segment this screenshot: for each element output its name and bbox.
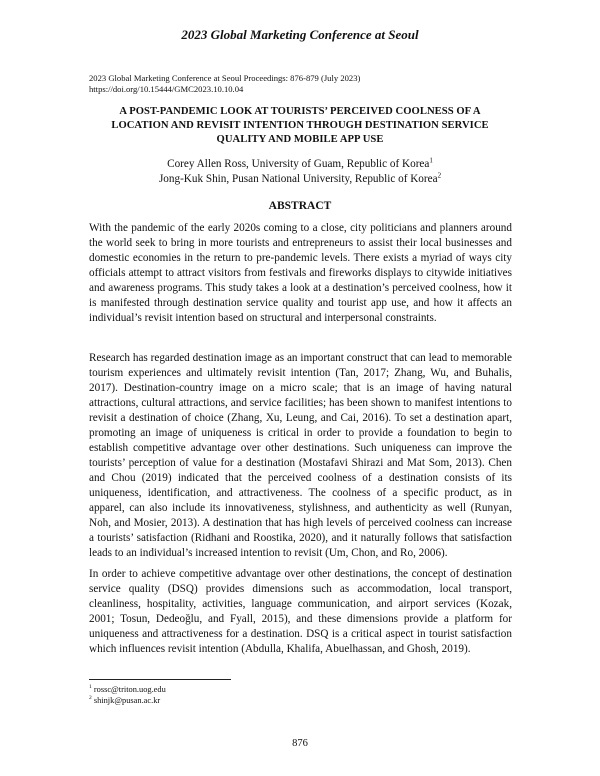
title-line: LOCATION AND REVISIT INTENTION THROUGH DESTINATION SERVICE (111, 120, 489, 132)
page-number: 876 (292, 738, 308, 749)
paper-title (60, 105, 540, 148)
footnote-email[interactable]: shinjk@pusan.ac.kr (93, 696, 161, 705)
abstract-paragraph: With the pandemic of the early 2020s coming to a close, city politicians and planners around the world seek to bring in more tourists and entrepreneurs to assist their local businesses and domestic economies in the return to pre-pandemic levels. There exists a myriad of ways city officials attempt to attract visitors from festivals and fireworks displays to citywide initiatives and awareness programs. This study takes a look at a destination’s perceived coolness, how it is manifested through destination service quality and tourist app use, and how it affects an individual’s revisit intention based on structural and interpersonal constraints. (89, 222, 512, 324)
abstract-heading: ABSTRACT (268, 200, 332, 212)
author-list (60, 157, 540, 187)
author-affiliation: Corey Allen Ross, University of Guam, Republic of Korea (167, 158, 430, 170)
running-header: 2023 Global Marketing Conference at Seoul (181, 27, 419, 42)
proceedings-line: 2023 Global Marketing Conference at Seoul Proceedings: 876-879 (July 2023) (89, 73, 361, 83)
author-line (60, 172, 540, 187)
author-affiliation: Jong-Kuk Shin, Pusan National University, Republic of Korea (158, 173, 438, 185)
footnote-mark: 2 (89, 695, 92, 702)
footnote-mark: 2 (437, 171, 442, 180)
footnote-mark: 1 (429, 156, 433, 165)
abstract-paragraph: In order to achieve competitive advantage over other destinations, the concept of destination service quality (DSQ) provides dimensions such as accommodation, local transport, cleanliness, hospitality, activities, language communication, and airport services (Kozak, 2001; Tosun, Dedeoğlu, and Fyall, 2015), and these dimensions provide a platform for uniqueness and attractiveness for a destination. DSQ is a critical aspect in tourist satisfaction which influences revisit intention (Abdulla, Khalifa, Abuelhassan, and Ghosh, 2019). (89, 568, 512, 655)
author-line (60, 157, 540, 172)
footnotes (89, 684, 166, 706)
footnote-mark: 1 (89, 684, 92, 691)
abstract-paragraph: Research has regarded destination image as an important construct that can lead to memorable tourism experiences and ultimately revisit intention (Tan, 2017; Zhang, Wu, and Buhalis, 2017). Destination-country image on a micro scale; that is an image of having natural attractions, cultural attractions, and service facilities; has been shown to manifest intentions to revisit a destination of choice (Zhang, Xu, Leung, and Cai, 2016). To set a destination apart, promoting an image of uniqueness is critical in order to provide a foundation to begin to establish competitive advantage over other destinations. Such uniqueness can improve the tourists’ perception of value for a destination (Mostafavi Shirazi and Mat Som, 2013). Chen and Chou (2019) indicated that the perceived coolness of a destination consists of its uniqueness, identification, and attractiveness. The coolness of a specific product, as in apparel, can also include its innovativeness, stylishness, and authenticity as well (Runyan, Noh, and Mosier, 2013). A destination that has high levels of perceived coolness can increase a tourists’ satisfaction (Ridhani and Roostika, 2020), and it naturally follows that satisfaction leads to an individual’s increased intention to revisit (Um, Chon, and Ro, 2006). (89, 352, 512, 559)
footnote-divider (89, 679, 231, 680)
citation-block (89, 73, 360, 95)
title-line: A POST-PANDEMIC LOOK AT TOURISTS’ PERCEIVED COOLNESS OF A (119, 106, 481, 117)
footnote-email[interactable]: rossc@triton.uog.edu (93, 685, 166, 694)
footnote (89, 684, 166, 695)
doi-link[interactable]: https://doi.org/10.15444/GMC2023.10.10.04 (89, 84, 244, 94)
title-line: QUALITY AND MOBILE APP USE (216, 134, 384, 146)
footnote (89, 695, 166, 706)
